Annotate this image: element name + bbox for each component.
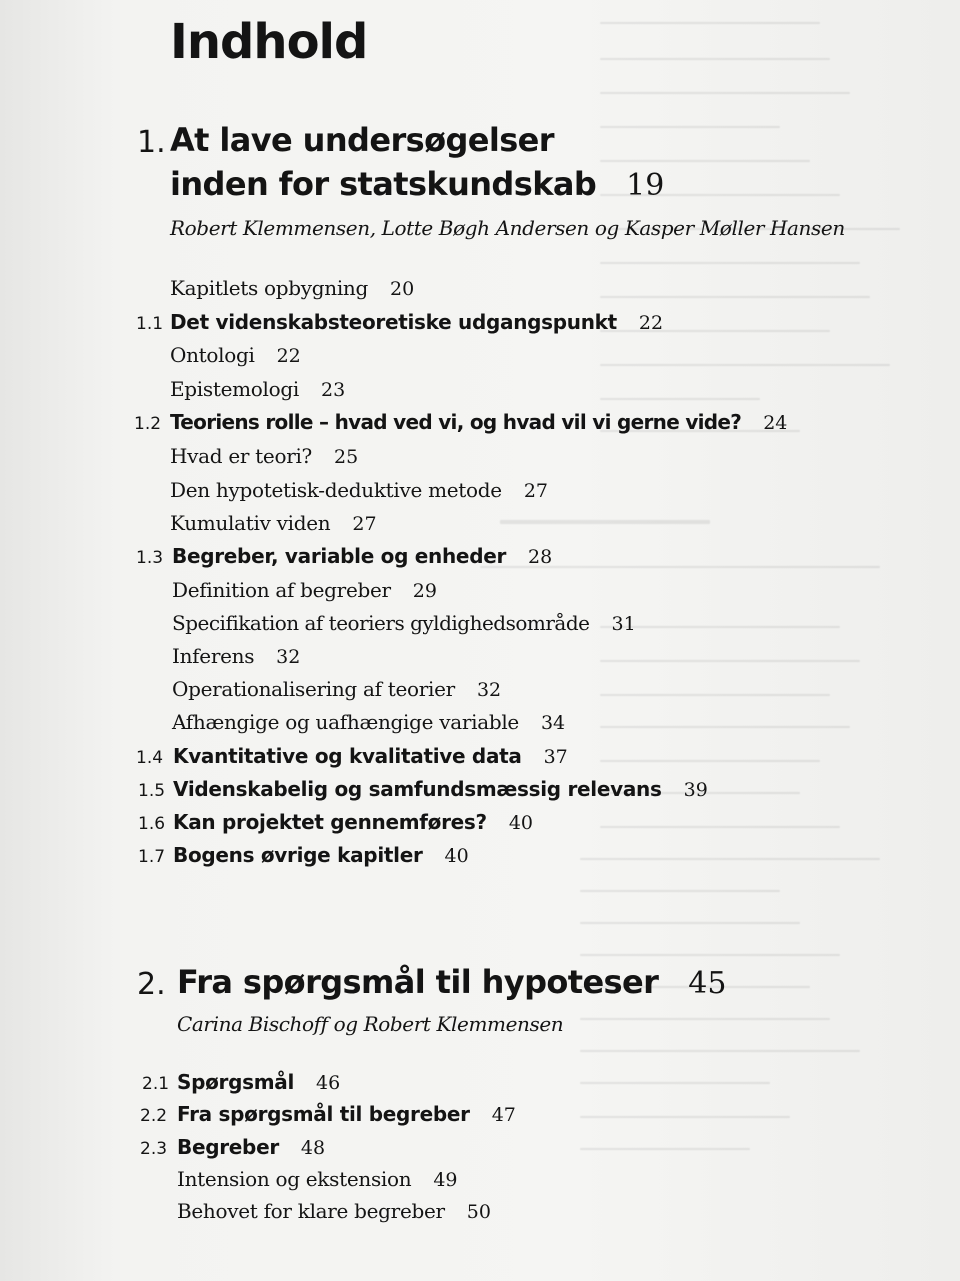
section-number: 1.4 xyxy=(136,748,164,768)
list-item xyxy=(172,712,565,733)
entry-page: 22 xyxy=(276,345,301,367)
entry-page: 48 xyxy=(300,1137,326,1159)
entry-page: 37 xyxy=(543,746,568,768)
section-number: 2.1 xyxy=(142,1074,170,1094)
section-number: 1.5 xyxy=(138,781,166,801)
list-item xyxy=(170,345,301,366)
entry-page: 29 xyxy=(412,580,437,602)
entry-page: 50 xyxy=(466,1201,491,1223)
chapter-number: 2. xyxy=(137,967,166,1002)
entry-title: Epistemologi xyxy=(170,377,299,401)
entry-title: Kan projektet gennemføres? xyxy=(173,810,487,834)
list-item xyxy=(170,379,345,400)
chapter-authors: Robert Klemmensen, Lotte Bøgh Andersen og Kasper Møller Hansen xyxy=(170,216,845,240)
entry-page: 32 xyxy=(276,646,301,668)
chapter-page: 45 xyxy=(688,966,727,1001)
entry-page: 40 xyxy=(444,845,469,867)
list-item xyxy=(172,646,300,667)
entry-page: 31 xyxy=(611,613,636,635)
entry-title: Kumulativ viden xyxy=(170,511,331,535)
entry-title: Definition af begreber xyxy=(172,578,391,602)
list-item xyxy=(177,1169,458,1190)
list-item xyxy=(173,845,469,866)
chapter-title-continued: inden for statskundskab xyxy=(170,165,597,203)
list-item xyxy=(173,779,708,800)
entry-page: 34 xyxy=(540,712,566,734)
entry-title: Kvantitative og kvalitative data xyxy=(173,744,522,768)
chapter-title-row xyxy=(170,165,665,203)
entry-title: Bogens øvrige kapitler xyxy=(173,843,423,867)
list-item xyxy=(170,513,377,534)
entry-page: 23 xyxy=(320,379,346,401)
list-item xyxy=(170,446,358,467)
entry-title: Specifikation af teoriers gyldighedsområde xyxy=(172,611,590,635)
entry-title: Hvad er teori? xyxy=(170,444,312,468)
list-item xyxy=(177,1201,491,1222)
list-item xyxy=(170,480,548,501)
list-item xyxy=(172,546,552,567)
chapter-authors: Carina Bischoff og Robert Klemmensen xyxy=(177,1012,564,1036)
section-number: 2.2 xyxy=(140,1106,168,1126)
entry-page: 24 xyxy=(763,412,788,434)
section-number: 1.7 xyxy=(138,847,166,867)
list-item xyxy=(177,1072,340,1093)
entry-page: 47 xyxy=(491,1104,516,1126)
entry-page: 28 xyxy=(528,546,553,568)
chapter-title: Fra spørgsmål til hypoteser xyxy=(177,963,659,1001)
entry-title: Begreber, variable og enheder xyxy=(172,544,507,568)
list-item xyxy=(172,613,636,634)
entry-page: 20 xyxy=(390,278,415,300)
list-item xyxy=(170,312,663,333)
page-title: Indhold xyxy=(170,14,368,70)
entry-page: 32 xyxy=(476,679,502,701)
entry-page: 40 xyxy=(508,812,534,834)
entry-page: 27 xyxy=(352,513,377,535)
entry-title: Kapitlets opbygning xyxy=(170,276,369,300)
entry-page: 49 xyxy=(433,1169,458,1191)
chapter-page: 19 xyxy=(626,168,665,203)
list-item xyxy=(177,1104,516,1125)
list-item xyxy=(173,812,533,833)
entry-title: Spørgsmål xyxy=(177,1070,295,1094)
chapter-title-row xyxy=(177,963,727,1001)
list-item xyxy=(170,412,787,433)
list-item xyxy=(170,278,414,299)
section-number: 2.3 xyxy=(140,1139,168,1159)
list-item xyxy=(177,1137,325,1158)
entry-title: Ontologi xyxy=(170,343,255,367)
entry-title: Behovet for klare begreber xyxy=(177,1199,445,1223)
list-item xyxy=(173,746,568,767)
entry-title: Teoriens rolle – hvad ved vi, og hvad vil vi gerne vide? xyxy=(170,410,742,434)
entry-title: Videnskabelig og samfundsmæssig relevans xyxy=(173,777,662,801)
entry-title: Afhængige og uafhængige variable xyxy=(172,710,519,734)
chapter-title: At lave undersøgelser xyxy=(170,121,554,159)
entry-title: Inferens xyxy=(172,644,255,668)
entry-title: Den hypotetisk-deduktive metode xyxy=(170,478,502,502)
entry-page: 39 xyxy=(683,779,708,801)
entry-title: Fra spørgsmål til begreber xyxy=(177,1102,470,1126)
entry-page: 46 xyxy=(316,1072,341,1094)
section-number: 1.2 xyxy=(134,414,162,434)
entry-title: Det videnskabsteoretiske udgangspunkt xyxy=(170,310,617,334)
entry-title: Begreber xyxy=(177,1135,279,1159)
entry-title: Operationalisering af teorier xyxy=(172,677,455,701)
chapter-number: 1. xyxy=(137,125,166,160)
section-number: 1.1 xyxy=(136,314,164,334)
entry-page: 22 xyxy=(638,312,664,334)
entry-title: Intension og ekstension xyxy=(177,1167,412,1191)
entry-page: 27 xyxy=(523,480,549,502)
section-number: 1.6 xyxy=(138,814,166,834)
list-item xyxy=(172,580,437,601)
section-number: 1.3 xyxy=(136,548,164,568)
list-item xyxy=(172,679,501,700)
entry-page: 25 xyxy=(333,446,359,468)
